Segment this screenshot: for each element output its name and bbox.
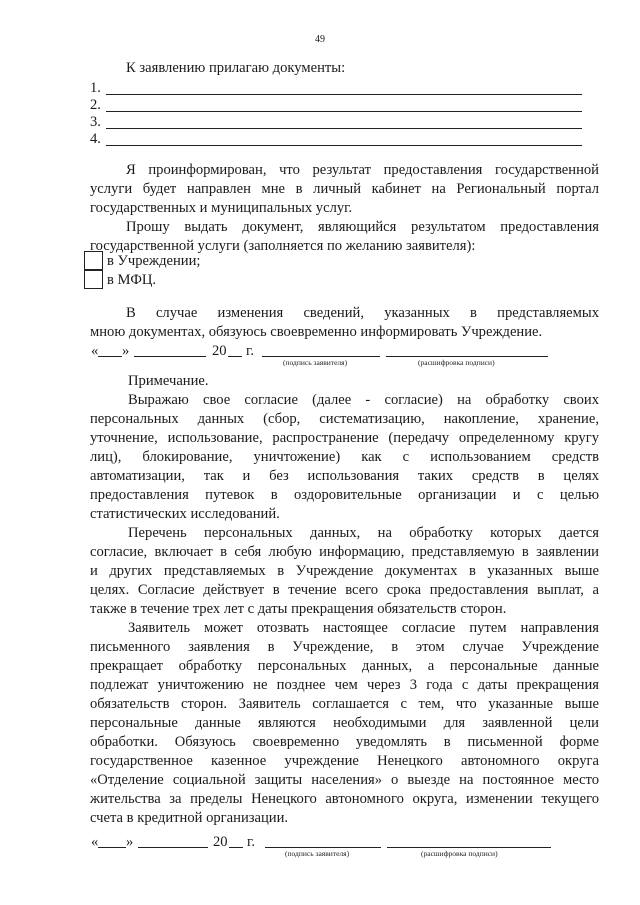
change-line-2: мною документах, обязуюсь своевременно информировать Учреждение. — [90, 324, 543, 340]
request-line-1: Прошу выдать документ, являющийся результатом предоставления — [126, 219, 599, 235]
revoke-line-6: персональные данные являются необходимыми для заявленной цели — [90, 715, 599, 731]
year-prefix: 20 — [212, 343, 227, 359]
checkbox-mfc[interactable] — [84, 270, 103, 289]
revoke-line-10: жительства за пределы Ненецкого автономного округа, изменении текущего — [90, 791, 599, 807]
month-field[interactable] — [134, 356, 206, 357]
attachment-field-2[interactable] — [106, 111, 582, 112]
signature-caption: (подпись заявителя) — [283, 358, 348, 367]
consent-line-4: лиц), блокирование, уничтожение) как с использованием средств — [90, 449, 599, 465]
note-heading: Примечание. — [128, 373, 209, 389]
close-quote-2: » — [126, 834, 134, 850]
list-line-4: целях. Согласие действует в течение всего срока предоставления выплат, а — [90, 582, 599, 598]
revoke-line-4: подлежат уничтожению не позднее чем через 3 года с даты прекращения — [90, 677, 599, 693]
informed-line-3: государственных и муниципальных услуг. — [90, 200, 353, 216]
consent-line-3: уточнение, использование, распространение (передачу определенному кругу — [90, 430, 599, 446]
attachments-heading: К заявлению прилагаю документы: — [126, 60, 346, 76]
consent-line-1: Выражаю свое согласие (далее - согласие) на обработку своих — [128, 392, 599, 408]
signature-caption-2: (подпись заявителя) — [285, 849, 350, 858]
revoke-line-9: «Отделение социальной защиты населения» о выезде на постоянное место — [90, 772, 599, 788]
list-line-5: также в течение трех лет с даты прекращения обязательств сторон. — [90, 601, 507, 617]
list-line-1: Перечень персональных данных, на обработку которых дается — [128, 525, 599, 541]
decoding-field-2[interactable] — [387, 847, 551, 848]
year-prefix-2: 20 — [213, 834, 228, 850]
attachment-number-1: 1. — [90, 80, 101, 96]
decoding-caption-2: (расшифровка подписи) — [421, 849, 498, 858]
consent-line-2: персональных данных (сбор, систематизацию, накопление, хранение, — [90, 411, 599, 427]
revoke-line-11: счета в кредитной организации. — [90, 810, 289, 826]
request-line-2: государственной услуги (заполняется по желанию заявителя): — [90, 238, 476, 254]
informed-line-1: Я проинформирован, что результат предоставления государственной — [126, 162, 599, 178]
signature-field[interactable] — [262, 356, 380, 357]
consent-line-7: статистических исследований. — [90, 506, 280, 522]
attachment-number-4: 4. — [90, 131, 101, 147]
option-mfc-label: в МФЦ. — [107, 272, 157, 288]
checkbox-institution[interactable] — [84, 251, 103, 270]
open-quote-2: « — [91, 834, 99, 850]
revoke-line-3: прекращает обработку персональных данных, а персональные данные — [90, 658, 599, 674]
year-field-2[interactable] — [229, 847, 243, 848]
attachment-number-2: 2. — [90, 97, 101, 113]
year-field[interactable] — [228, 356, 242, 357]
revoke-line-2: письменного заявления в Учреждение, в этом случае Учреждение — [90, 639, 599, 655]
day-field-2[interactable] — [98, 847, 126, 848]
attachment-number-3: 3. — [90, 114, 101, 130]
change-line-1: В случае изменения сведений, указанных в представляемых — [126, 305, 599, 321]
open-quote: « — [91, 343, 99, 359]
decoding-caption: (расшифровка подписи) — [418, 358, 495, 367]
consent-line-5: автоматизации, так и без использования таких средств в целях — [90, 468, 599, 484]
attachment-field-4[interactable] — [106, 145, 582, 146]
year-suffix-2: г. — [247, 834, 255, 850]
decoding-field[interactable] — [386, 356, 548, 357]
year-suffix: г. — [246, 343, 254, 359]
consent-line-6: предоставления путевок в оздоровительные организации и с целью — [90, 487, 599, 503]
close-quote: » — [122, 343, 130, 359]
revoke-line-5: обязательств сторон. Заявитель соглашается с тем, что указанные выше — [90, 696, 599, 712]
day-field[interactable] — [98, 356, 122, 357]
attachment-field-1[interactable] — [106, 94, 582, 95]
month-field-2[interactable] — [138, 847, 208, 848]
informed-line-2: услуги будет направлен мне в личный кабинет на Региональный портал — [90, 181, 599, 197]
attachment-field-3[interactable] — [106, 128, 582, 129]
revoke-line-1: Заявитель может отозвать настоящее согласие путем направления — [128, 620, 599, 636]
revoke-line-8: государственное казенное учреждение Ненецкого автономного округа — [90, 753, 599, 769]
page-number: 49 — [315, 34, 325, 45]
option-institution-label: в Учреждении; — [107, 253, 201, 269]
signature-field-2[interactable] — [265, 847, 381, 848]
list-line-2: согласие, включает в себя любую информацию, представляемую в заявлении — [90, 544, 599, 560]
revoke-line-7: обработки. Обязуюсь своевременно уведомлять в письменной форме — [90, 734, 599, 750]
list-line-3: и других представляемых в Учреждение документах в указанных выше — [90, 563, 599, 579]
